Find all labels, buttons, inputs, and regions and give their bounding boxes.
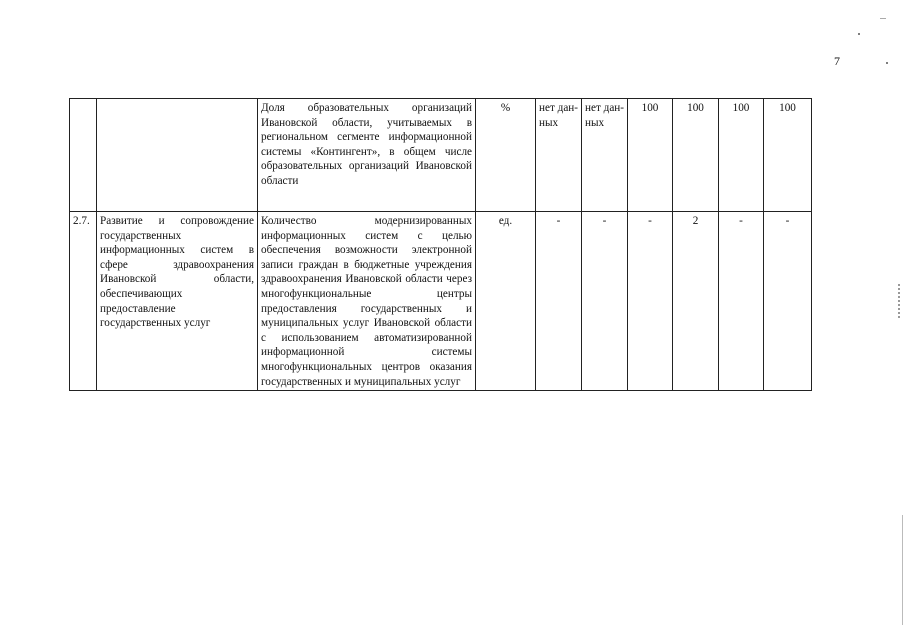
value-cell: 100 (673, 99, 719, 212)
table-row (70, 212, 812, 391)
value-cell: 100 (764, 99, 812, 212)
value-cell: 100 (628, 99, 673, 212)
value-cell: 2 (673, 212, 719, 391)
value-cell: - (719, 212, 764, 391)
scan-mark (898, 284, 900, 318)
indicator-name-cell: Количество модернизированных информационных систем с целью обеспечения возможности электронной записи граждан в бюджетные учреждения здравоохранения Ивановской области через многофункциональные центры предоставления государственных и муниципальных услуг Ивановской области с использованием автоматизированной информационной системы многофункциональных центров оказания государственных и муниципальных услуг (258, 212, 476, 391)
indicators-table (69, 98, 812, 391)
event-name-cell: Развитие и сопровождение государственных информационных систем в сфере здравоохранения Ивановской области, обеспечивающих предоставление государственных услуг (97, 212, 258, 391)
event-name-cell (97, 99, 258, 212)
page-number: 7 (834, 54, 840, 68)
unit-cell: ед. (476, 212, 536, 391)
table-row (70, 99, 812, 212)
unit-cell: % (476, 99, 536, 212)
value-cell: 100 (719, 99, 764, 212)
scan-speck (858, 33, 860, 35)
value-cell: нет дан-ных (536, 99, 582, 212)
value-cell: - (582, 212, 628, 391)
value-cell: - (628, 212, 673, 391)
row-number-cell: 2.7. (70, 212, 97, 391)
scan-speck (880, 18, 886, 19)
row-number-cell (70, 99, 97, 212)
scan-edge-line (902, 515, 903, 625)
value-cell: нет дан-ных (582, 99, 628, 212)
scan-speck (886, 62, 888, 64)
indicator-name-cell: Доля образовательных организаций Ивановской области, учитываемых в региональном сегменте информационной системы «Контингент», в общем числе образовательных организаций Ивановской области (258, 99, 476, 212)
value-cell: - (764, 212, 812, 391)
value-cell: - (536, 212, 582, 391)
